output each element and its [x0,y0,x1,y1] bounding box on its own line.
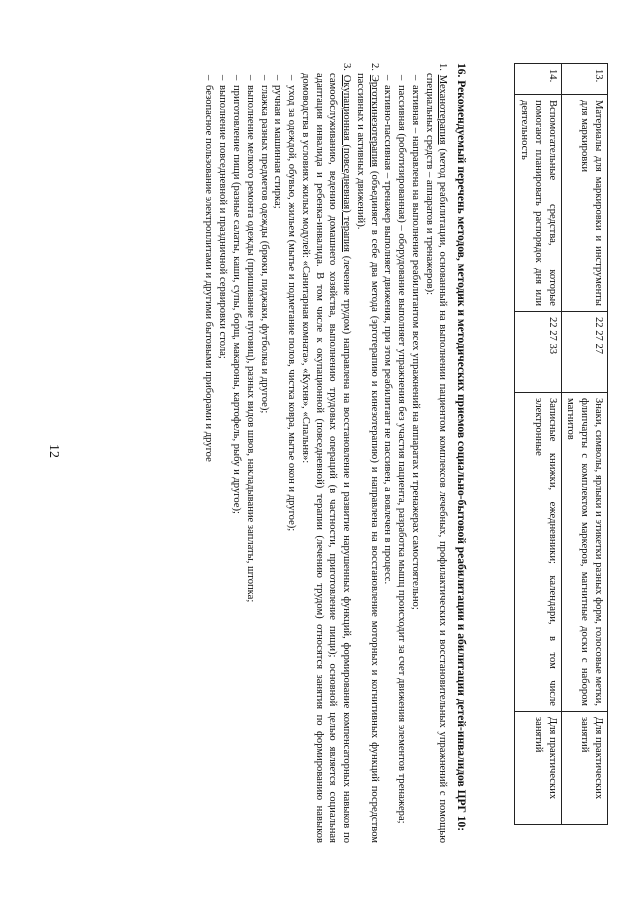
sub-item-text: активная – направлена на выполнение реабилитантом всех упражнений на аппаратах и тренажерах самостоятельно; [409,85,421,610]
sub-item [257,63,271,843]
method-term: Эрготкинезотерапия [368,74,380,168]
aid-description: Знаки, символы, ярлыки и этикетки разных форм, голосовые метки, флипчарты с комплектом маркеров, магнитные доски с набором магнитов [561,393,607,712]
aid-purpose: Для практических занятий [515,712,561,825]
aid-purpose: Для практических занятий [561,712,607,825]
sub-item-text: глажка разных предметов одежды (брюки, пиджаки, футболка и другое); [258,85,270,414]
sub-item-text: активно-пассивная – тренажер выполняет движения, при этом реабилитант не пассивен, а вовлечен в процесс. [382,85,394,585]
method-description: (лечение трудом) направлена на восстановление и развитие нарушенных функций, формирование компенсаторных навыков по самообслуживанию, ведению домашнего хозяйства, выполнению трудовых операций (в частности, приготовление пищи); основной целью является социальная адаптация инвалида и ребенка-инвалида. В том числе к окупационной (повседневной) терапии (лечению трудом) относятся занятия по формированию навыков домоводства в условиях жилых модулей: «Санитарная комната», «Кухня», «Спальня»: [299,73,353,843]
dash-marker: – [286,75,298,81]
list-item [422,63,450,843]
sub-item [271,63,285,843]
sub-item [394,63,408,843]
method-description: (объединяет в себе два метода (эрготерапию и кинезотерапию) и направлена на восстановление моторных и когнитивных функций посредством пассивных и активных движений). [354,73,380,843]
sub-item [381,63,395,843]
sub-item-text: ручная и машинная стирка; [272,85,284,209]
dash-marker: – [258,75,270,81]
list-item [353,63,381,843]
aid-code: 22 27 33 [515,312,561,393]
sub-item-text: безопасное пользование электроплитами и другими бытовыми приборами и другое [203,85,215,462]
aid-code: 22 27 27 [561,312,607,393]
table-row [515,64,561,825]
sub-item [202,63,216,843]
method-term: Окупационная (повседневная) терапия [341,74,353,252]
sub-item [215,63,229,843]
method-description: (метод реабилитации, основанный на выполнении пациентом комплексов лечебных, профилактических и восстановительных упражнений с помощью специальных средств – аппаратов и тренажеров): [423,73,449,844]
sub-item-text: приготовление пищи (разные салаты, каши, супы, борщ, макароны, картофель, рыбу и другое); [231,85,242,514]
sub-item-text: выполнение мелкого ремонта одежды (пришивание пуговиц), разных видов швов, накладывание заплаты, штопка; [244,85,256,603]
aids-table [514,63,608,825]
section-title: 16. Рекомендуемый перечень методов, методик и методических приемов социально-бытовой реабилитации и абилитации детей-инвалидов ЦРГ 10: [455,63,467,832]
sub-item [284,63,298,843]
dash-marker: – [203,75,215,81]
dash-marker: – [231,75,242,81]
item-number: 2. [368,63,380,71]
dash-marker: – [409,75,421,81]
aid-name: Вспомогательные средства, которые помогают планировать распорядок дня или деятельность [515,95,561,312]
table-row [561,64,607,825]
dash-marker: – [396,75,408,81]
method-term: Механотерапия [437,74,449,145]
dash-marker: – [244,75,256,81]
row-number: 13. [561,64,607,95]
sub-item [408,63,422,843]
aid-description: Записные книжки, ежедневники; календари, в том числе электронные [515,393,561,712]
aid-name: Материалы для маркировки и инструменты для маркировки [561,95,607,312]
sub-item [243,63,257,843]
page-number: 12 [46,444,61,458]
sub-item-text: пассивная (роботизированная) – оборудование выполняет упражнения без участия пациента, разработка мышц происходит за счет движения элементов тренажера; [396,85,408,824]
dash-marker: – [217,75,229,81]
item-number: 1. [437,63,449,71]
sub-item-text: уход за одеждой, обувью, жильем (мытье и подметание полов, чистка ковра, мытье окон и другое); [286,85,298,532]
sub-item-text: выполнение повседневной и праздничной сервировки стола; [217,85,229,359]
list-item [298,63,353,843]
dash-marker: – [272,75,284,81]
row-number: 14. [515,64,561,95]
methods-section [202,63,468,843]
dash-marker: – [382,75,394,81]
item-number: 3. [341,63,353,71]
sub-item [229,63,243,843]
